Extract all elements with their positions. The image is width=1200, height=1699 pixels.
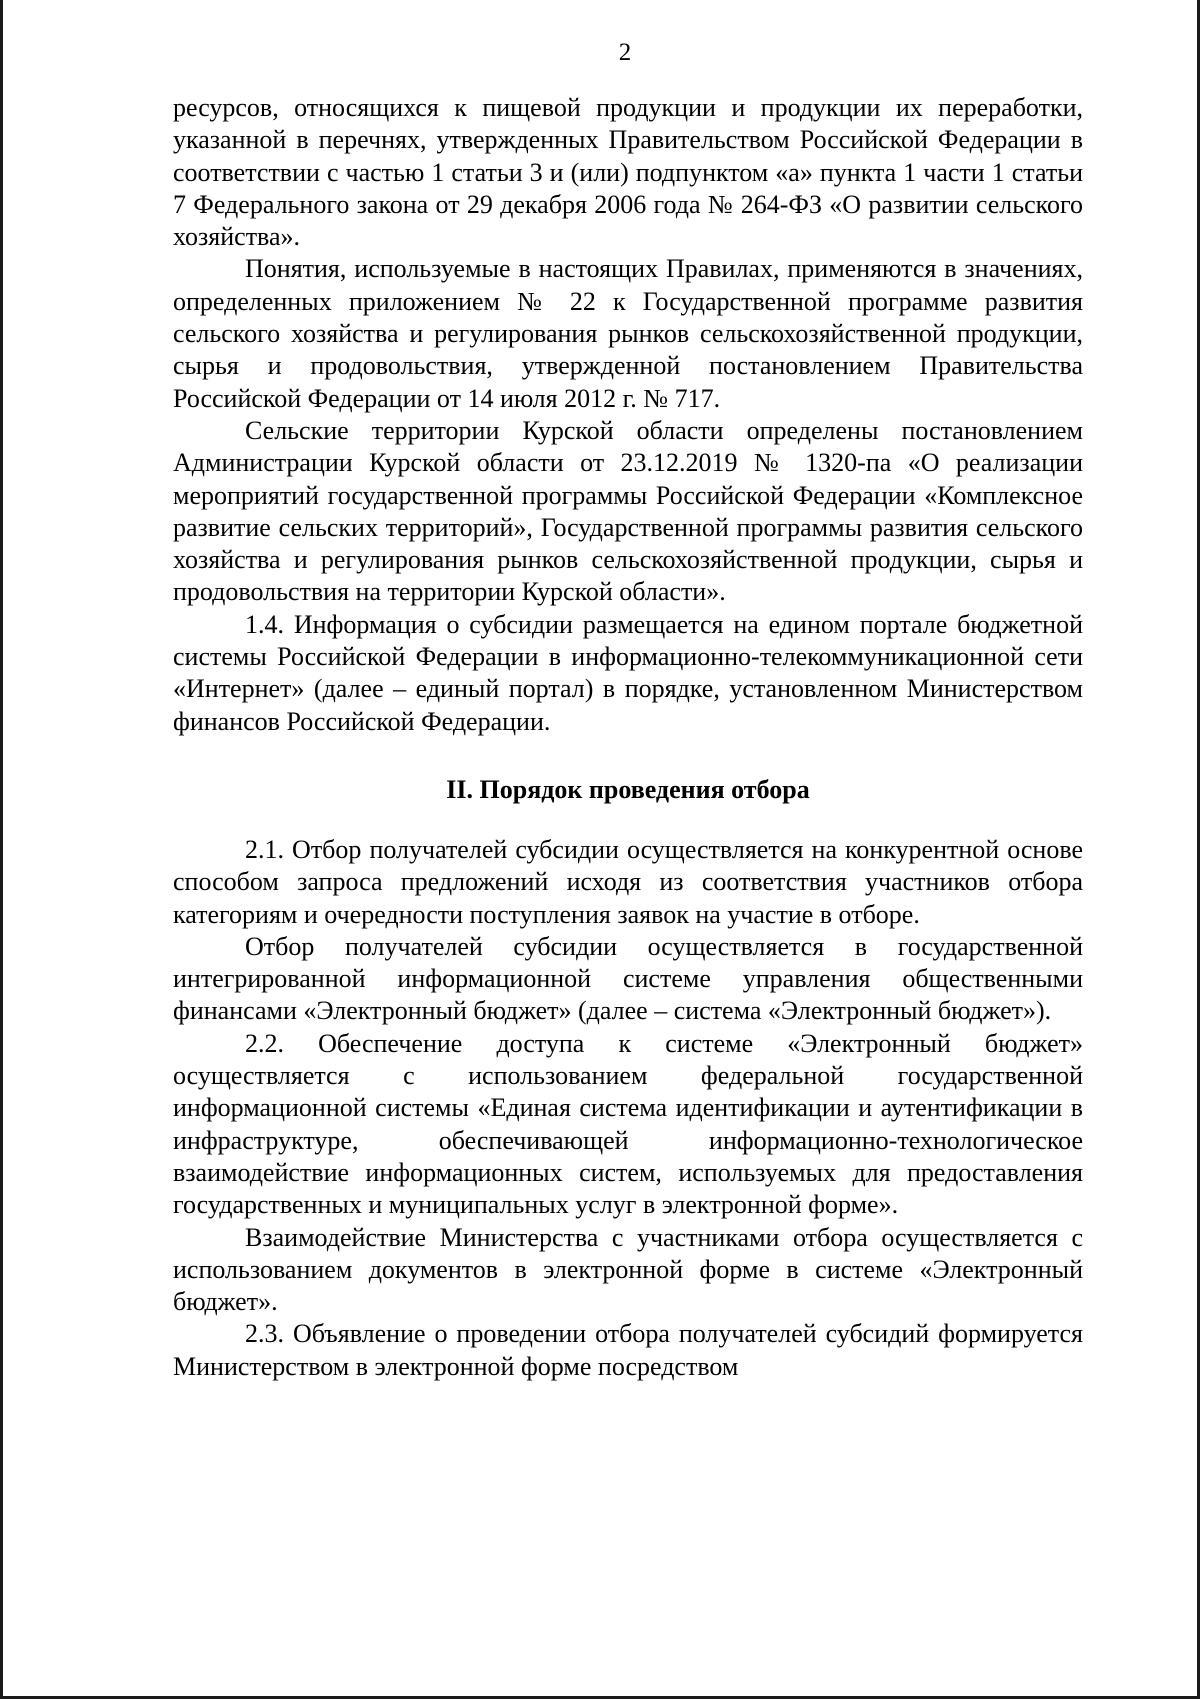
paragraph-continuation: ресурсов, относящихся к пищевой продукции и продукции их переработки, указанной в перечнях, утвержденных Правительством Российской Федерации в соответствии с частью 1 статьи 3 и (или) подпунктом «а» пункта 1 части 1 статьи 7 Федерального закона от 29 декабря 2006 года № 264-ФЗ «О развитии сельского хозяйства». [173,93,1083,252]
section-heading: II. Порядок проведения отбора [446,774,810,804]
paragraph-rural-territories: Сельские территории Курской области определены постановлением Администрации Курской области от 23.12.2019 № 1320-па «О реализации мероприятий государственной программы Российской Федерации «Комплексное развитие сельских территорий», Государственной программы развития сельского хозяйства и регулирования рынков сельскохозяйственной продукции, сырья и продовольствия на территории Курской области». [173,415,1083,607]
paragraph-2-3: 2.3. Объявление о проведении отбора получателей субсидий формируется Министерством в электронной форме посредством [173,1319,1083,1381]
page-number: 2 [618,39,632,66]
paragraph-2-1: 2.1. Отбор получателей субсидии осуществляется на конкурентной основе способом запроса предложений исходя из соответствия участников отбора категориям и очередности поступления заявок на участие в отборе. [173,834,1083,929]
scan-border-left [0,0,3,1699]
document-body [173,92,1083,1383]
paragraph-2-2: 2.2. Обеспечение доступа к системе «Электронный бюджет» осуществляется с использованием федеральной государственной информационной системы «Единая система идентификации и аутентификации в инфраструктуре, обеспечивающей информационно-технологическое взаимодействие информационных систем, используемых для предоставления государственных и муниципальных услуг в электронной форме». [173,1028,1083,1220]
paragraph-interaction: Взаимодействие Министерства с участниками отбора осуществляется с использованием документов в электронной форме в системе «Электронный бюджет». [173,1222,1083,1317]
paragraph-definitions: Понятия, используемые в настоящих Правилах, применяются в значениях, определенных приложением № 22 к Государственной программе развития сельского хозяйства и регулирования рынков сельскохозяйственной продукции, сырья и продовольствия, утвержденной постановлением Правительства Российской Федерации от 14 июля 2012 г. № 717. [173,254,1083,413]
paragraph-electronic-budget: Отбор получателей субсидии осуществляется в государственной интегрированной информационной системе управления общественными финансами «Электронный бюджет» (далее – система «Электронный бюджет»). [173,931,1083,1026]
paragraph-1-4: 1.4. Информация о субсидии размещается на едином портале бюджетной системы Российской Федерации в информационно-телекоммуникационной сети «Интернет» (далее – единый портал) в порядке, установленном Министерством финансов Российской Федерации. [173,609,1083,736]
